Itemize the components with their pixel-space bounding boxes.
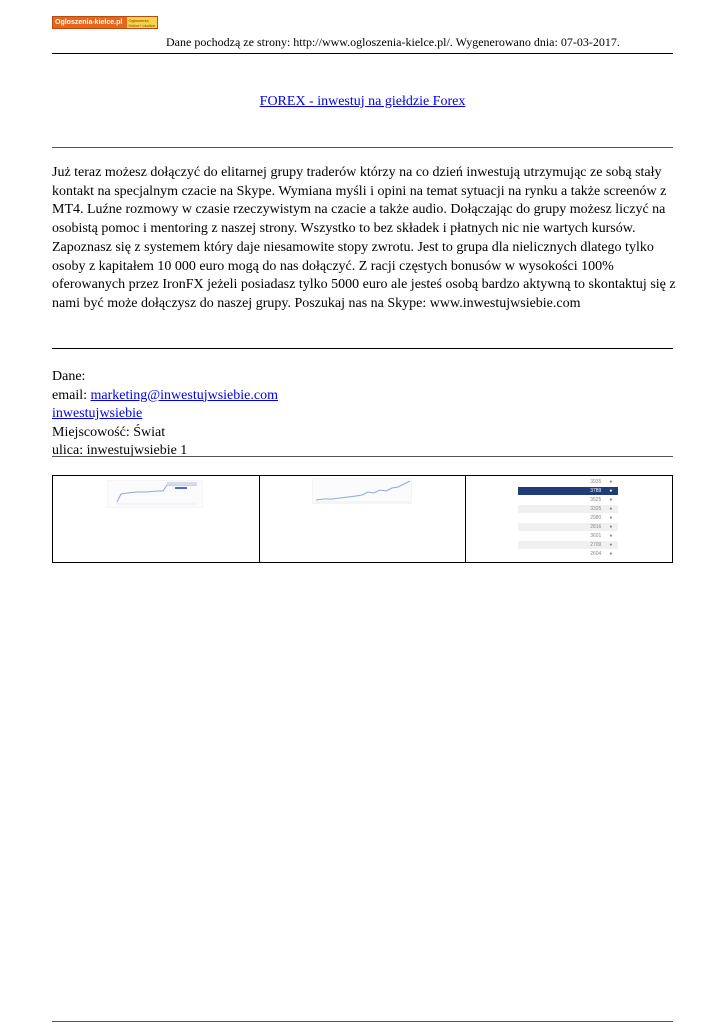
image-gallery (52, 475, 673, 563)
rank-mark-icon: ● (609, 506, 613, 512)
ranking-value: 2816 (590, 524, 602, 530)
listing-title-link[interactable]: FOREX - inwestuj na giełdzie Forex (259, 94, 466, 109)
ranking-value: 2709 (590, 542, 602, 548)
chart-thumbnail-1 (107, 480, 203, 508)
rank-mark-icon: ● (609, 533, 613, 539)
ranking-value: 2980 (590, 515, 602, 521)
ranking-value: 3935 (590, 479, 602, 485)
source-line: Dane pochodzą ze strony: http://www.ogloszenia-kielce.pl/. Wygenerowano dnia: 07-03-2017. (166, 35, 620, 49)
ranking-value: 3525 (590, 497, 602, 503)
contact-divider (52, 456, 673, 457)
user-profile-link[interactable]: inwestujwsiebie (52, 406, 143, 421)
gallery-image-3[interactable] (466, 476, 672, 562)
ranking-row (518, 550, 618, 559)
ranking-row-selected (518, 487, 618, 496)
rank-mark-icon: ● (609, 479, 613, 485)
title-divider (52, 147, 673, 148)
gallery-image-2[interactable] (260, 476, 467, 562)
chart-thumbnail-2 (312, 478, 412, 504)
rank-mark-icon: ● (609, 497, 613, 503)
ranking-row (518, 478, 618, 487)
header-divider (52, 53, 673, 54)
ranking-row (518, 505, 618, 514)
rank-mark-icon: ● (609, 524, 613, 530)
rank-mark-icon: ● (609, 515, 613, 521)
logo-text: Ogloszenia-kielce.pl (55, 19, 123, 26)
listing-title (52, 94, 673, 110)
ranking-value: 2604 (590, 551, 602, 557)
rank-mark-icon: ● (609, 488, 613, 494)
ranking-value: 3789 (590, 488, 602, 494)
logo-tagline (127, 17, 157, 28)
logo-tagline-line-2: Kielce i okolice (128, 22, 155, 28)
contact-section (52, 368, 278, 461)
ranking-row (518, 523, 618, 532)
ranking-value: 3601 (590, 533, 602, 539)
ranking-row (518, 514, 618, 523)
ranking-thumbnail (518, 478, 618, 559)
footer-divider (52, 1021, 673, 1022)
contact-email-row (52, 387, 278, 406)
listing-description: Już teraz możesz dołączyć do elitarnej grupy traderów którzy na co dzień inwestują utrzymując ze sobą stały kontakt na specjalnym czacie na Skype. Wymiana myśli i opini na temat sytuacji na rynku a także screenów z MT4. Luźne rozmowy w czasie rzeczywistym na czacie a także audio. Dołączając do grupy możesz liczyć na osobistą pomoc i mentoring z naszej strony. Wszystko to bez składek i płatnych nic nie wartych kursów. Zapoznasz się z systemem który daje niesamowite stopy zwrotu. Jest to grupa dla nielicznych dlatego tylko osoby z kapitałem 10 000 euro mogą do nas dołączyć. Z racji częstych bonusów w wysokości 100% oferowanych przez IronFX jeżeli posiadasz tylko 5000 euro ale jesteś osobą bardzo aktywną to skontaktuj się z nami być może dołączysz do naszej grupy. Poszukaj nas na Skype: www.inwestujwsiebie.com (52, 165, 676, 311)
contact-street: ulica: inwestujwsiebie 1 (52, 443, 188, 458)
contact-heading: Dane: (52, 369, 86, 384)
site-logo[interactable] (52, 16, 158, 29)
ranking-row (518, 532, 618, 541)
email-link[interactable]: marketing@inwestujwsiebie.com (90, 387, 278, 403)
description-divider (52, 348, 673, 349)
email-label: email: (52, 387, 91, 403)
rank-mark-icon: ● (609, 542, 613, 548)
ranking-value: 3325 (590, 506, 602, 512)
ranking-row (518, 541, 618, 550)
rank-mark-icon: ● (609, 551, 613, 557)
contact-city: Miejscowość: Świat (52, 424, 166, 440)
logo-tagline-line-1: Ogłoszenia (128, 17, 149, 23)
gallery-image-1[interactable] (53, 476, 260, 562)
ranking-row (518, 496, 618, 505)
